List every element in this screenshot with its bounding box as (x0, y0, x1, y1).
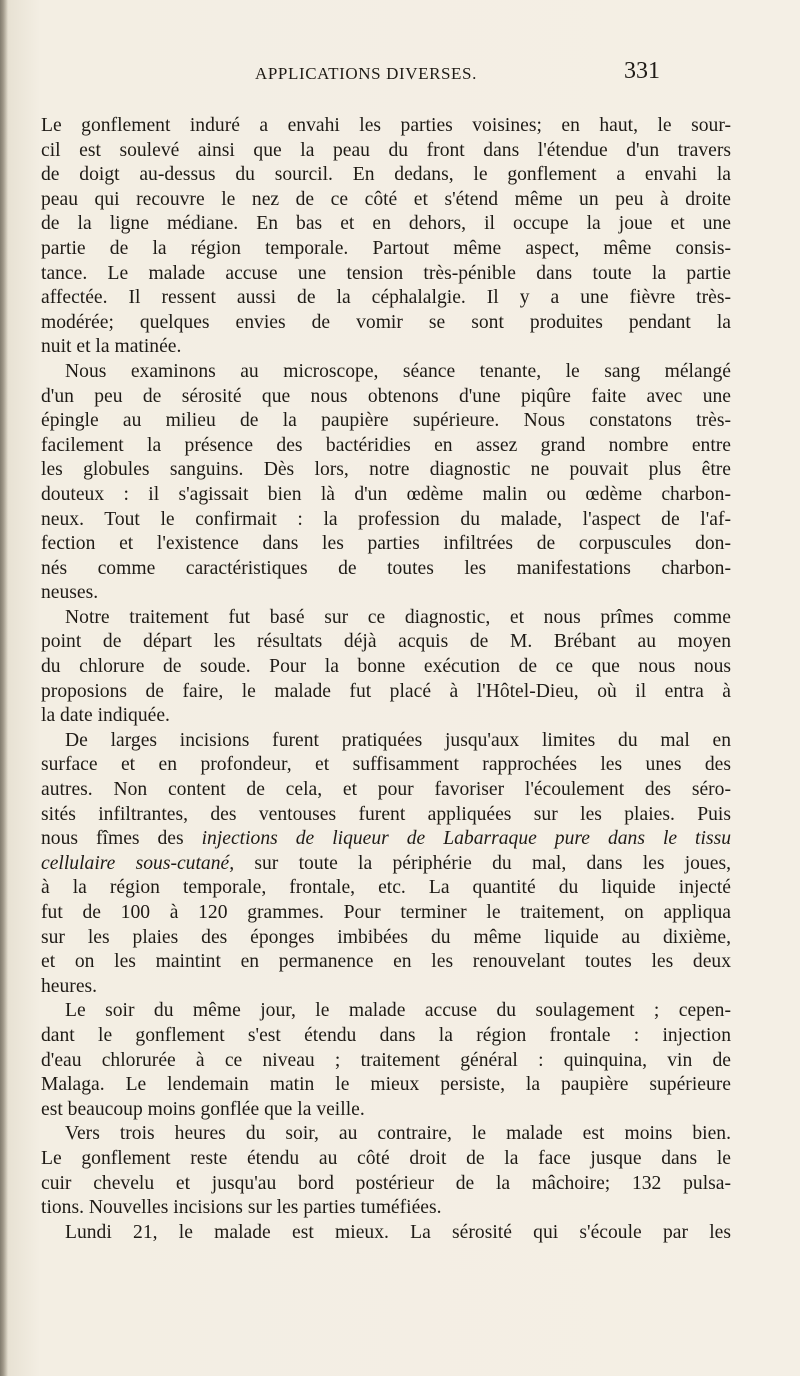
text-line: Le gonflement reste étendu au côté droit de la face jusque dans le (41, 1147, 731, 1169)
text-line: Lundi 21, le malade est mieux. La sérosité qui s'écoule par les (65, 1221, 731, 1243)
text-line: cil est soulevé ainsi que la peau du front dans l'étendue d'un travers (41, 139, 731, 161)
paragraph-4 (41, 729, 731, 1000)
text-line: Notre traitement fut basé sur ce diagnostic, et nous prîmes comme (65, 606, 731, 628)
text-line: affectée. Il ressent aussi de la céphalalgie. Il y a une fièvre très- (41, 287, 731, 309)
text-line: du chlorure de soude. Pour la bonne exécution de ce que nous nous (41, 656, 731, 678)
text-line: dant le gonflement s'est étendu dans la région frontale : injection (41, 1024, 731, 1046)
text-line: point de départ les résultats déjà acquis de M. Brébant au moyen (41, 631, 731, 653)
body-text (41, 114, 731, 1245)
text-line: tance. Le malade accuse une tension très-pénible dans toute la partie (41, 262, 731, 284)
text-line: Vers trois heures du soir, au contraire, le malade est moins bien. (65, 1123, 731, 1145)
binding-gutter-shadow (0, 0, 8, 1376)
text-fragment: sur toute la périphérie du mal, dans les joues, (234, 852, 731, 874)
paragraph-5 (41, 999, 731, 1122)
paragraph-7 (41, 1221, 731, 1246)
text-line: fut de 100 à 120 grammes. Pour terminer le traitement, on appliqua (41, 902, 731, 923)
running-head (0, 58, 800, 88)
text-line: peau qui recouvre le nez de ce côté et s'étend même un peu à droite (41, 188, 731, 210)
paragraph-3 (41, 606, 731, 729)
paragraph-2 (41, 360, 731, 606)
running-title: APPLICATIONS DIVERSES. (255, 64, 477, 83)
text-line: nés comme caractéristiques de toutes les manifestations charbon- (41, 557, 731, 579)
paragraph-1 (41, 114, 731, 360)
text-line: neuses. (41, 582, 99, 604)
text-line: De larges incisions furent pratiquées jusqu'aux limites du mal en (65, 729, 731, 751)
text-line: surface et en profondeur, et suffisamment rapprochées les unes des (41, 754, 731, 776)
text-line-with-italic (41, 852, 731, 877)
text-line: heures. (41, 975, 98, 997)
text-line: partie de la région temporale. Partout même aspect, même consis- (41, 237, 731, 259)
text-line: facilement la présence des bactéridies en assez grand nombre entre (41, 434, 731, 456)
text-line: proposions de faire, le malade fut placé à l'Hôtel-Dieu, où il entra à (41, 680, 731, 702)
text-line-with-italic (41, 827, 731, 852)
text-line: sur les plaies des éponges imbibées du même liquide au dixième, (41, 926, 731, 948)
italic-phrase: injections de liqueur de Labarraque pure dans le tissu (201, 828, 731, 850)
text-line: les globules sanguins. Dès lors, notre diagnostic ne pouvait plus être (41, 459, 731, 481)
text-line: neux. Tout le confirmait : la profession du malade, l'aspect de l'af- (41, 508, 731, 530)
text-line: d'un peu de sérosité que nous obtenons d'une piqûre faite avec une (41, 385, 731, 407)
text-line: à la région temporale, frontale, etc. La quantité du liquide injecté (41, 877, 731, 899)
page-number: 331 (624, 58, 660, 84)
text-line: de doigt au-dessus du sourcil. En dedans, le gonflement a envahi la (41, 164, 731, 186)
text-line: épingle au milieu de la paupière supérieure. Nous constatons très- (41, 410, 731, 432)
text-line: cuir chevelu et jusqu'au bord postérieur de la mâchoire; 132 pulsa- (41, 1172, 731, 1194)
text-line: modérée; quelques envies de vomir se sont produites pendant la (41, 311, 731, 333)
text-line: sités infiltrantes, des ventouses furent appliquées sur les plaies. Puis (41, 803, 731, 825)
text-line: Nous examinons au microscope, séance tenante, le sang mélangé (65, 360, 731, 382)
text-line: est beaucoup moins gonflée que la veille. (41, 1098, 365, 1120)
text-line: Malaga. Le lendemain matin le mieux persiste, la paupière supérieure (41, 1074, 731, 1096)
text-line: fection et l'existence dans les parties infiltrées de corpuscules don- (41, 533, 731, 555)
italic-phrase: cellulaire sous-cutané, (41, 852, 235, 874)
text-line: de la ligne médiane. En bas et en dehors, il occupe la joue et une (41, 213, 731, 235)
text-line: et on les maintint en permanence en les renouvelant toutes les deux (41, 951, 731, 973)
text-line: tions. Nouvelles incisions sur les parties tuméfiées. (41, 1197, 442, 1219)
text-line: Le gonflement induré a envahi les parties voisines; en haut, le sour- (41, 115, 731, 136)
text-fragment: nous fîmes des (41, 828, 202, 850)
paragraph-6 (41, 1122, 731, 1220)
text-line: Le soir du même jour, le malade accuse du soulagement ; cepen- (65, 1000, 731, 1022)
text-line: douteux : il s'agissait bien là d'un œdème malin ou œdème charbon- (41, 483, 731, 505)
text-line: nuit et la matinée. (41, 336, 182, 358)
text-line: la date indiquée. (41, 705, 170, 727)
text-line: d'eau chlorurée à ce niveau ; traitement général : quinquina, vin de (41, 1049, 731, 1071)
text-line: autres. Non content de cela, et pour favoriser l'écoulement des séro- (41, 779, 731, 801)
